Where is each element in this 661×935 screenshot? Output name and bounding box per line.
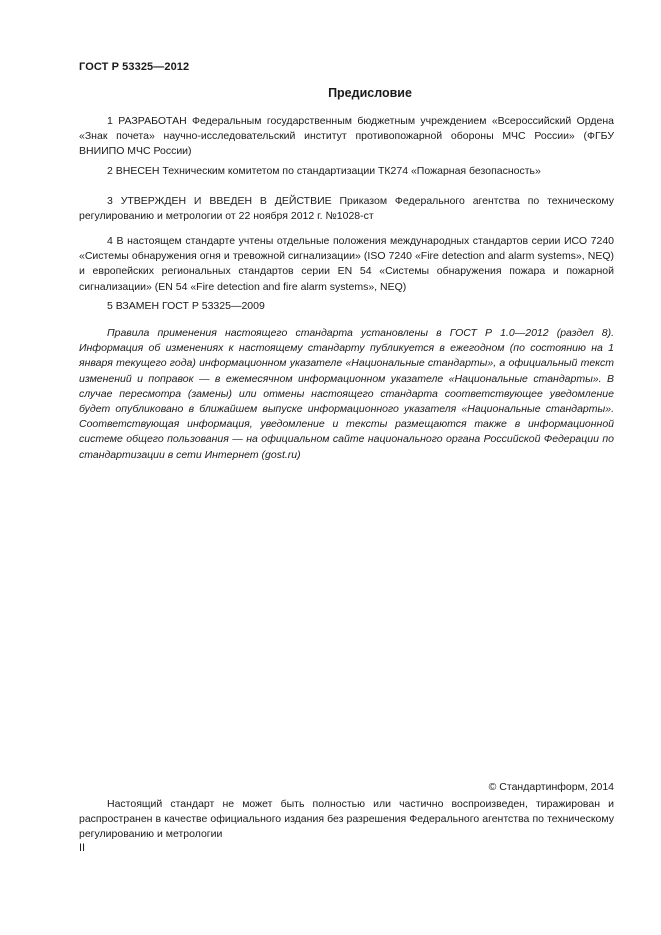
reproduction-notice: Настоящий стандарт не может быть полностью или частично воспроизведен, тиражирован и распространен в качестве официального издания без разрешения Федерального агентства по техническому регулированию и метрологии [79, 798, 614, 841]
page-number: II [79, 842, 86, 854]
document-code: ГОСТ Р 53325—2012 [79, 61, 190, 73]
paragraph-introduced-by: 2 ВНЕСЕН Техническим комитетом по стандартизации ТК274 «Пожарная безопасность» [107, 165, 541, 177]
paragraph-approved: 3 УТВЕРЖДЕН И ВВЕДЕН В ДЕЙСТВИЕ Приказом Федерального агентства по техническому регулированию и метрологии от 22 ноября 2012 г. №1028-ст [79, 195, 614, 223]
paragraph-developed-by: 1 РАЗРАБОТАН Федеральным государственным бюджетным учреждением «Всероссийский Ордена «Знак почета» научно-исследовательский институт противопожарной обороны МЧС России» (ФГБУ ВНИИПО МЧС России) [79, 115, 614, 158]
paragraph-replaces: 5 ВЗАМЕН ГОСТ Р 53325—2009 [107, 300, 265, 312]
page-title: Предисловие [328, 86, 412, 100]
paragraph-application-rules: Правила применения настоящего стандарта установлены в ГОСТ Р 1.0—2012 (раздел 8). Информация об изменениях к настоящему стандарту публикуется в ежегодном (по состоянию на 1 января текущего года) информационном указателе «Национальные стандарты», а официальный текст изменений и поправок — в ежемесячном информационном указателе «Национальные стандарты». В случае пересмотра (замены) или отмены настоящего стандарта соответствующее уведомление будет опубликовано в ближайшем выпуске информационного указателя «Национальные стандарты». Соответствующая информация, уведомление и тексты размещаются также в информационной системе общего пользования — на официальном сайте национального органа Российской Федерации по стандартизации в сети Интернет (gost.ru) [79, 327, 614, 461]
copyright-line: © Стандартинформ, 2014 [488, 781, 614, 793]
paragraph-standards-considered: 4 В настоящем стандарте учтены отдельные положения международных стандартов серии ИСО 7240 «Системы обнаружения огня и тревожной сигнализации» (ISO 7240 «Fire detection and alarm systems», NEQ) и европейских региональных стандартов серии EN 54 «Системы обнаружения пожара и пожарной сигнализации» (EN 54 «Fire detection and fire alarm systems», NEQ) [79, 235, 614, 293]
